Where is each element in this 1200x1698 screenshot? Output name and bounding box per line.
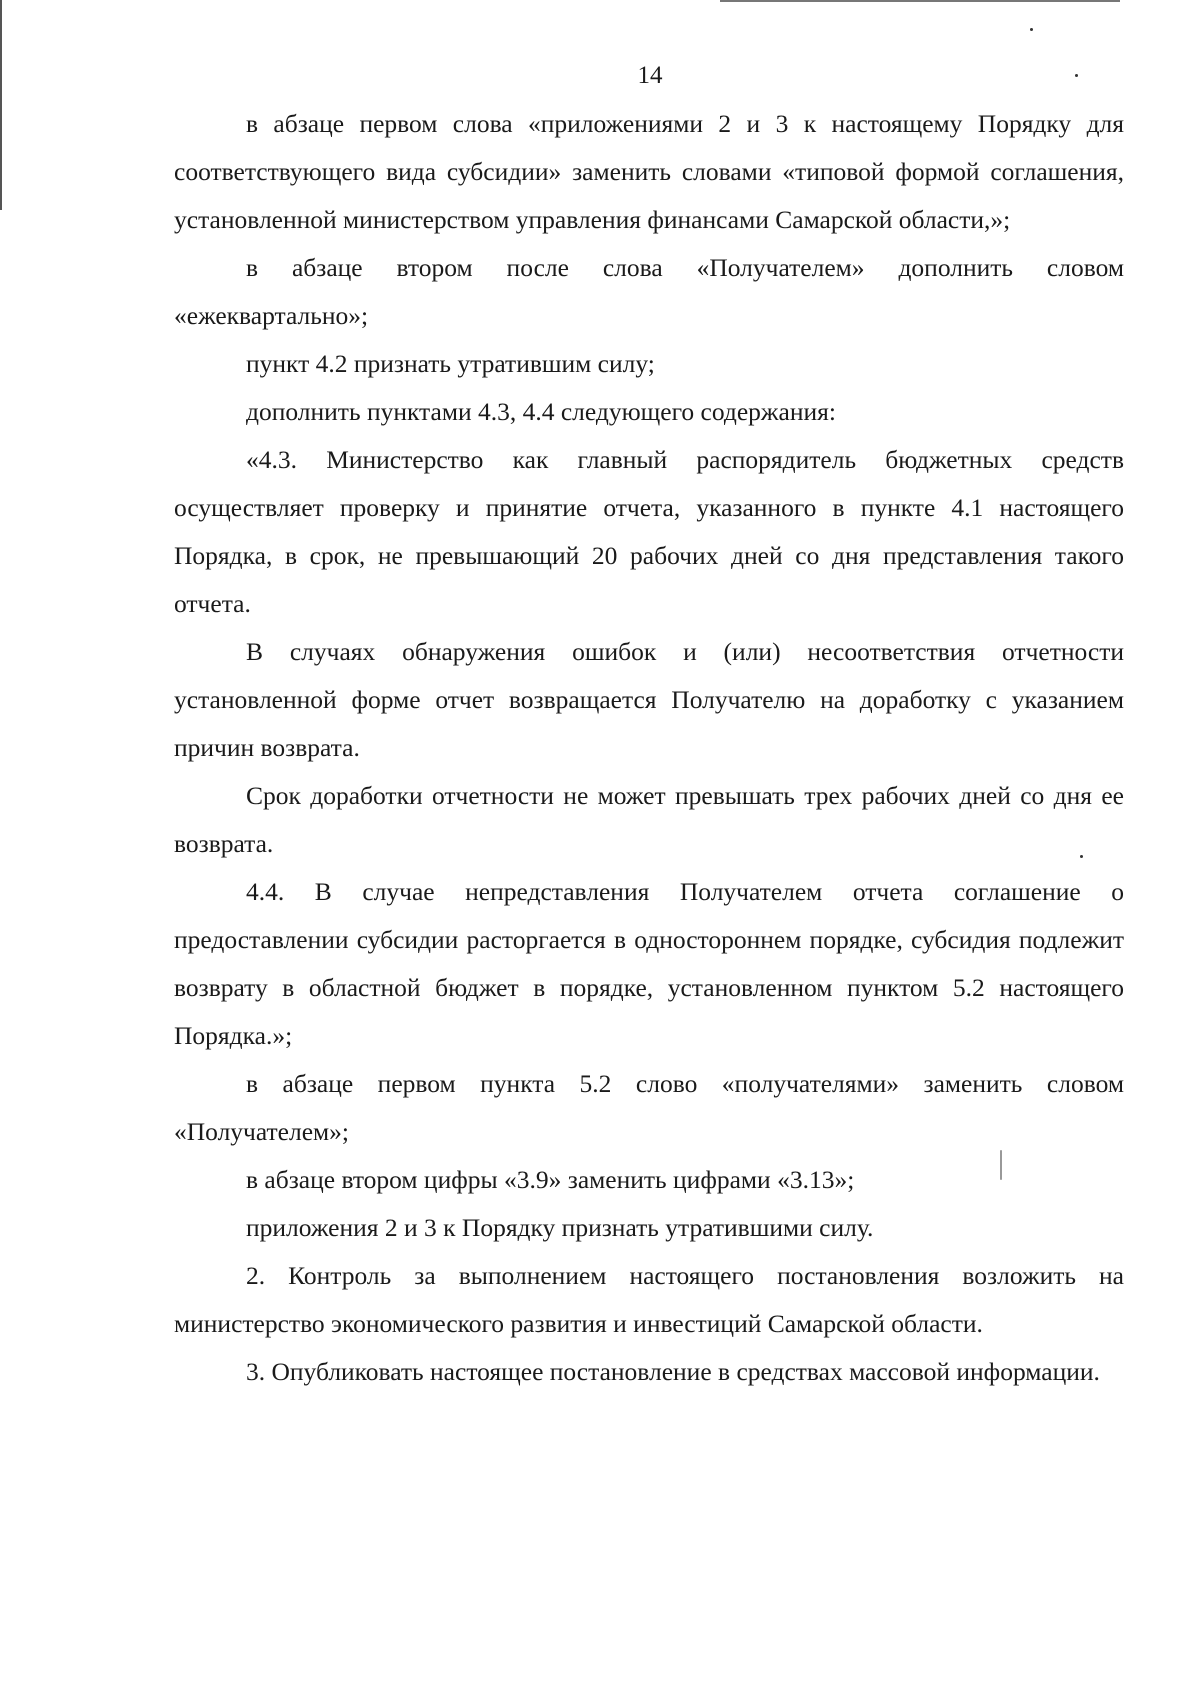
scan-speck bbox=[1030, 28, 1033, 31]
paragraph: в абзаце первом слова «приложениями 2 и 3 к настоящему Порядку для соответствующего вида субсидии» заменить словами «типовой формой соглашения, установленной министерством управления финансами Самарской области,»; bbox=[174, 109, 1124, 234]
page-number: 14 bbox=[637, 62, 663, 89]
paragraph: в абзаце первом пункта 5.2 слово «получателями» заменить словом «Получателем»; bbox=[174, 1069, 1124, 1146]
paragraph: Срок доработки отчетности не может превышать трех рабочих дней со дня ее возврата. bbox=[174, 781, 1124, 858]
paragraph: 2. Контроль за выполнением настоящего постановления возложить на министерство экономического развития и инвестиций Самарской области. bbox=[174, 1261, 1124, 1338]
paragraph: пункт 4.2 признать утратившим силу; bbox=[246, 349, 655, 378]
paragraph: В случаях обнаружения ошибок и (или) несоответствия отчетности установленной форме отчет возвращается Получателю на доработку с указанием причин возврата. bbox=[174, 637, 1124, 762]
paragraph: в абзаце втором после слова «Получателем» дополнить словом «ежеквартально»; bbox=[174, 253, 1124, 330]
paragraph: 4.4. В случае непредставления Получателем отчета соглашение о предоставлении субсидии расторгается в одностороннем порядке, субсидия подлежит возврату в областной бюджет в порядке, установленном пунктом 5.2 настоящего Порядка.»; bbox=[174, 877, 1124, 1050]
paragraph: «4.3. Министерство как главный распорядитель бюджетных средств осуществляет проверку и принятие отчета, указанного в пункте 4.1 настоящего Порядка, в срок, не превышающий 20 рабочих дней со дня представления такого отчета. bbox=[174, 445, 1124, 618]
paragraph: дополнить пунктами 4.3, 4.4 следующего содержания: bbox=[246, 397, 836, 426]
scan-top-mark bbox=[720, 0, 1120, 2]
paragraph: приложения 2 и 3 к Порядку признать утратившими силу. bbox=[246, 1213, 874, 1242]
scan-edge-mark bbox=[0, 0, 2, 210]
document-body bbox=[174, 100, 1124, 1396]
paragraph: 3. Опубликовать настоящее постановление в средствах массовой информации. bbox=[246, 1357, 1100, 1386]
paragraph: в абзаце втором цифры «3.9» заменить цифрами «3.13»; bbox=[246, 1165, 855, 1194]
